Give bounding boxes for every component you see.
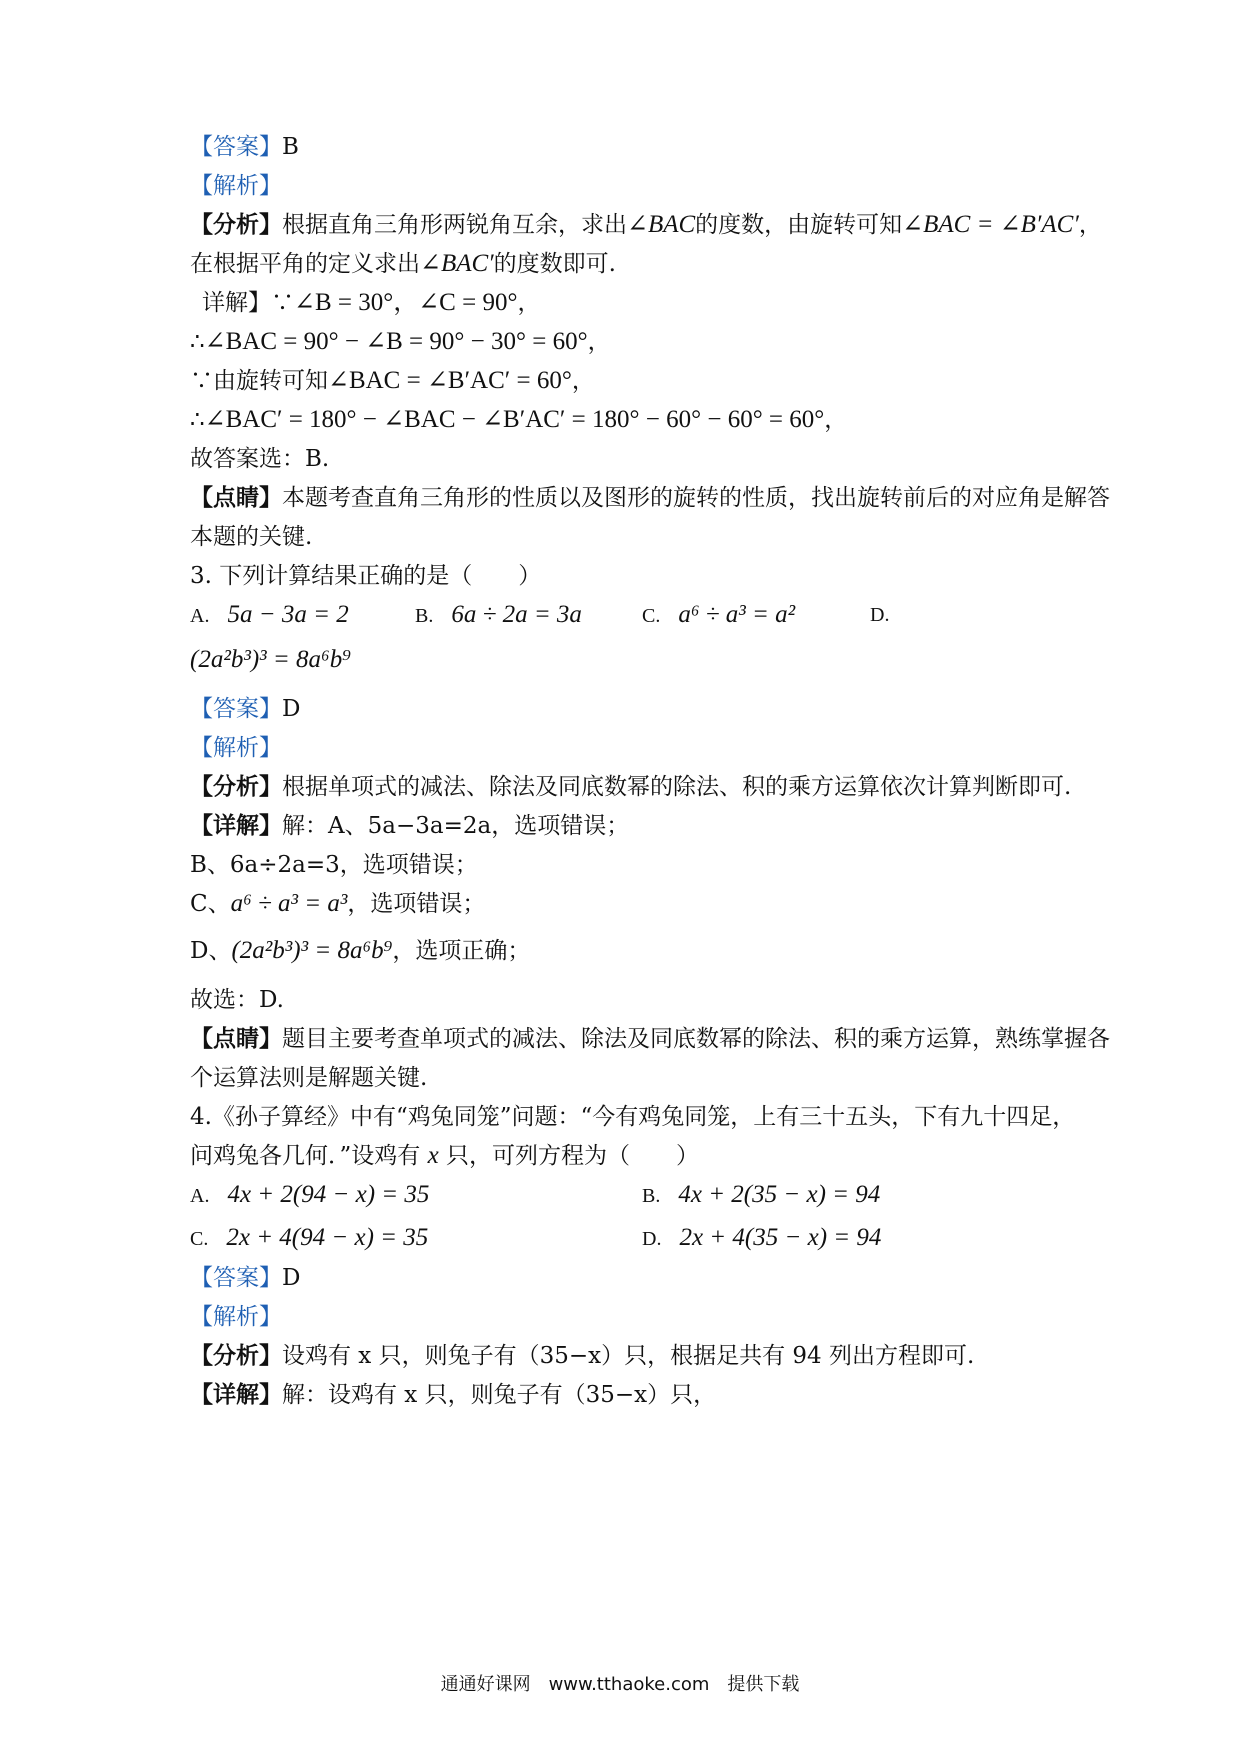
page-footer: 通通好课网 www.tthaoke.com 提供下载: [440, 1674, 800, 1695]
q3-option-b: B. 6a ÷ 2a = 3a: [415, 601, 582, 628]
answer-value: B: [282, 134, 299, 160]
xiangjie-tag: 详解】∵: [202, 290, 294, 316]
q2-dianjing-line2: 本题的关键.: [190, 524, 313, 550]
q3-detail-d: D、(2a²b³)³ = 8a⁶b⁹，选项正确；: [190, 937, 531, 964]
q2-fenxi-line1: 【分析】根据直角三角形两锐角互余，求出∠BAC的度数，由旋转可知∠BAC = ∠B′AC′，: [190, 211, 1102, 238]
q3-detail-c: C、a⁶ ÷ a³ = a³，选项错误；: [190, 890, 486, 917]
q2-dianjing-line1: 【点睛】本题考查直角三角形的性质以及图形的旋转的性质，找出旋转前后的对应角是解答: [190, 484, 1110, 511]
q3-detail-a: 【详解】解：A、5a−3a=2a，选项错误；: [190, 812, 630, 839]
fenxi-tag: 【分析】: [190, 211, 282, 238]
q3-fenxi: 【分析】根据单项式的减法、除法及同底数幂的除法、积的乘方运算依次计算判断即可.: [190, 773, 1072, 800]
q4-option-b: B. 4x + 2(35 − x) = 94: [642, 1181, 881, 1208]
q3-option-d-text: (2a²b³)³ = 8a⁶b⁹: [190, 646, 351, 673]
q2-detail-line1: 详解】∵∠B = 30°，∠C = 90°，: [202, 289, 541, 316]
q3-dianjing-line1: 【点睛】题目主要考查单项式的减法、除法及同底数幂的除法、积的乘方运算，熟练掌握各: [190, 1025, 1110, 1052]
q2-answer-line: [190, 131, 1070, 163]
dianjing-tag: 【点睛】: [190, 484, 282, 511]
q4-detail: 【详解】解：设鸡有 x 只，则兔子有（35−x）只，: [190, 1381, 717, 1408]
q3-conclusion: 故选：D.: [190, 987, 284, 1013]
q4-jiexi-heading: 【解析】: [190, 1304, 282, 1330]
q3-option-a: A. 5a − 3a = 2: [190, 601, 349, 628]
q4-option-a: A. 4x + 2(94 − x) = 35: [190, 1181, 430, 1208]
answer-tag: 【答案】: [190, 134, 282, 160]
q3-stem: 3. 下列计算结果正确的是（ ）: [190, 563, 542, 589]
q2-jiexi-heading: 【解析】: [190, 173, 282, 199]
q4-answer-line: 【答案】D: [190, 1265, 301, 1291]
q4-fenxi: 【分析】设鸡有 x 只，则兔子有（35−x）只，根据足共有 94 列出方程即可.: [190, 1342, 975, 1369]
document-page: [190, 0, 1110, 1754]
q2-conclusion: 故答案选：B.: [190, 446, 330, 472]
q3-jiexi-heading: 【解析】: [190, 735, 282, 761]
q2-detail-line3: ∵由旋转可知∠BAC = ∠B′AC′ = 60°，: [190, 367, 595, 394]
q4-option-c: C. 2x + 4(94 − x) = 35: [190, 1224, 429, 1251]
q3-detail-b: B、6a÷2a=3，选项错误；: [190, 852, 478, 878]
q2-detail-line2: ∴∠BAC = 90° − ∠B = 90° − 30° = 60°，: [190, 328, 611, 355]
q4-option-d: D. 2x + 4(35 − x) = 94: [642, 1224, 882, 1251]
q3-option-d-key: D.: [870, 604, 890, 626]
q4-stem-line1: 4.《孙子算经》中有“鸡兔同笼”问题：“今有鸡兔同笼，上有三十五头，下有九十四足，: [190, 1104, 1076, 1130]
q2-detail-line4: ∴∠BAC′ = 180° − ∠BAC − ∠B′AC′ = 180° − 60° − 60° = 60°，: [190, 406, 848, 433]
q2-fenxi-line2: 在根据平角的定义求出∠BAC′的度数即可.: [190, 250, 616, 277]
q4-stem-line2: 问鸡兔各几何．”设鸡有 x 只，可列方程为（ ）: [190, 1142, 699, 1169]
q3-answer-line: 【答案】D: [190, 696, 301, 722]
q3-option-c: C. a⁶ ÷ a³ = a²: [642, 601, 796, 628]
q3-dianjing-line2: 个运算法则是解题关键.: [190, 1065, 428, 1091]
